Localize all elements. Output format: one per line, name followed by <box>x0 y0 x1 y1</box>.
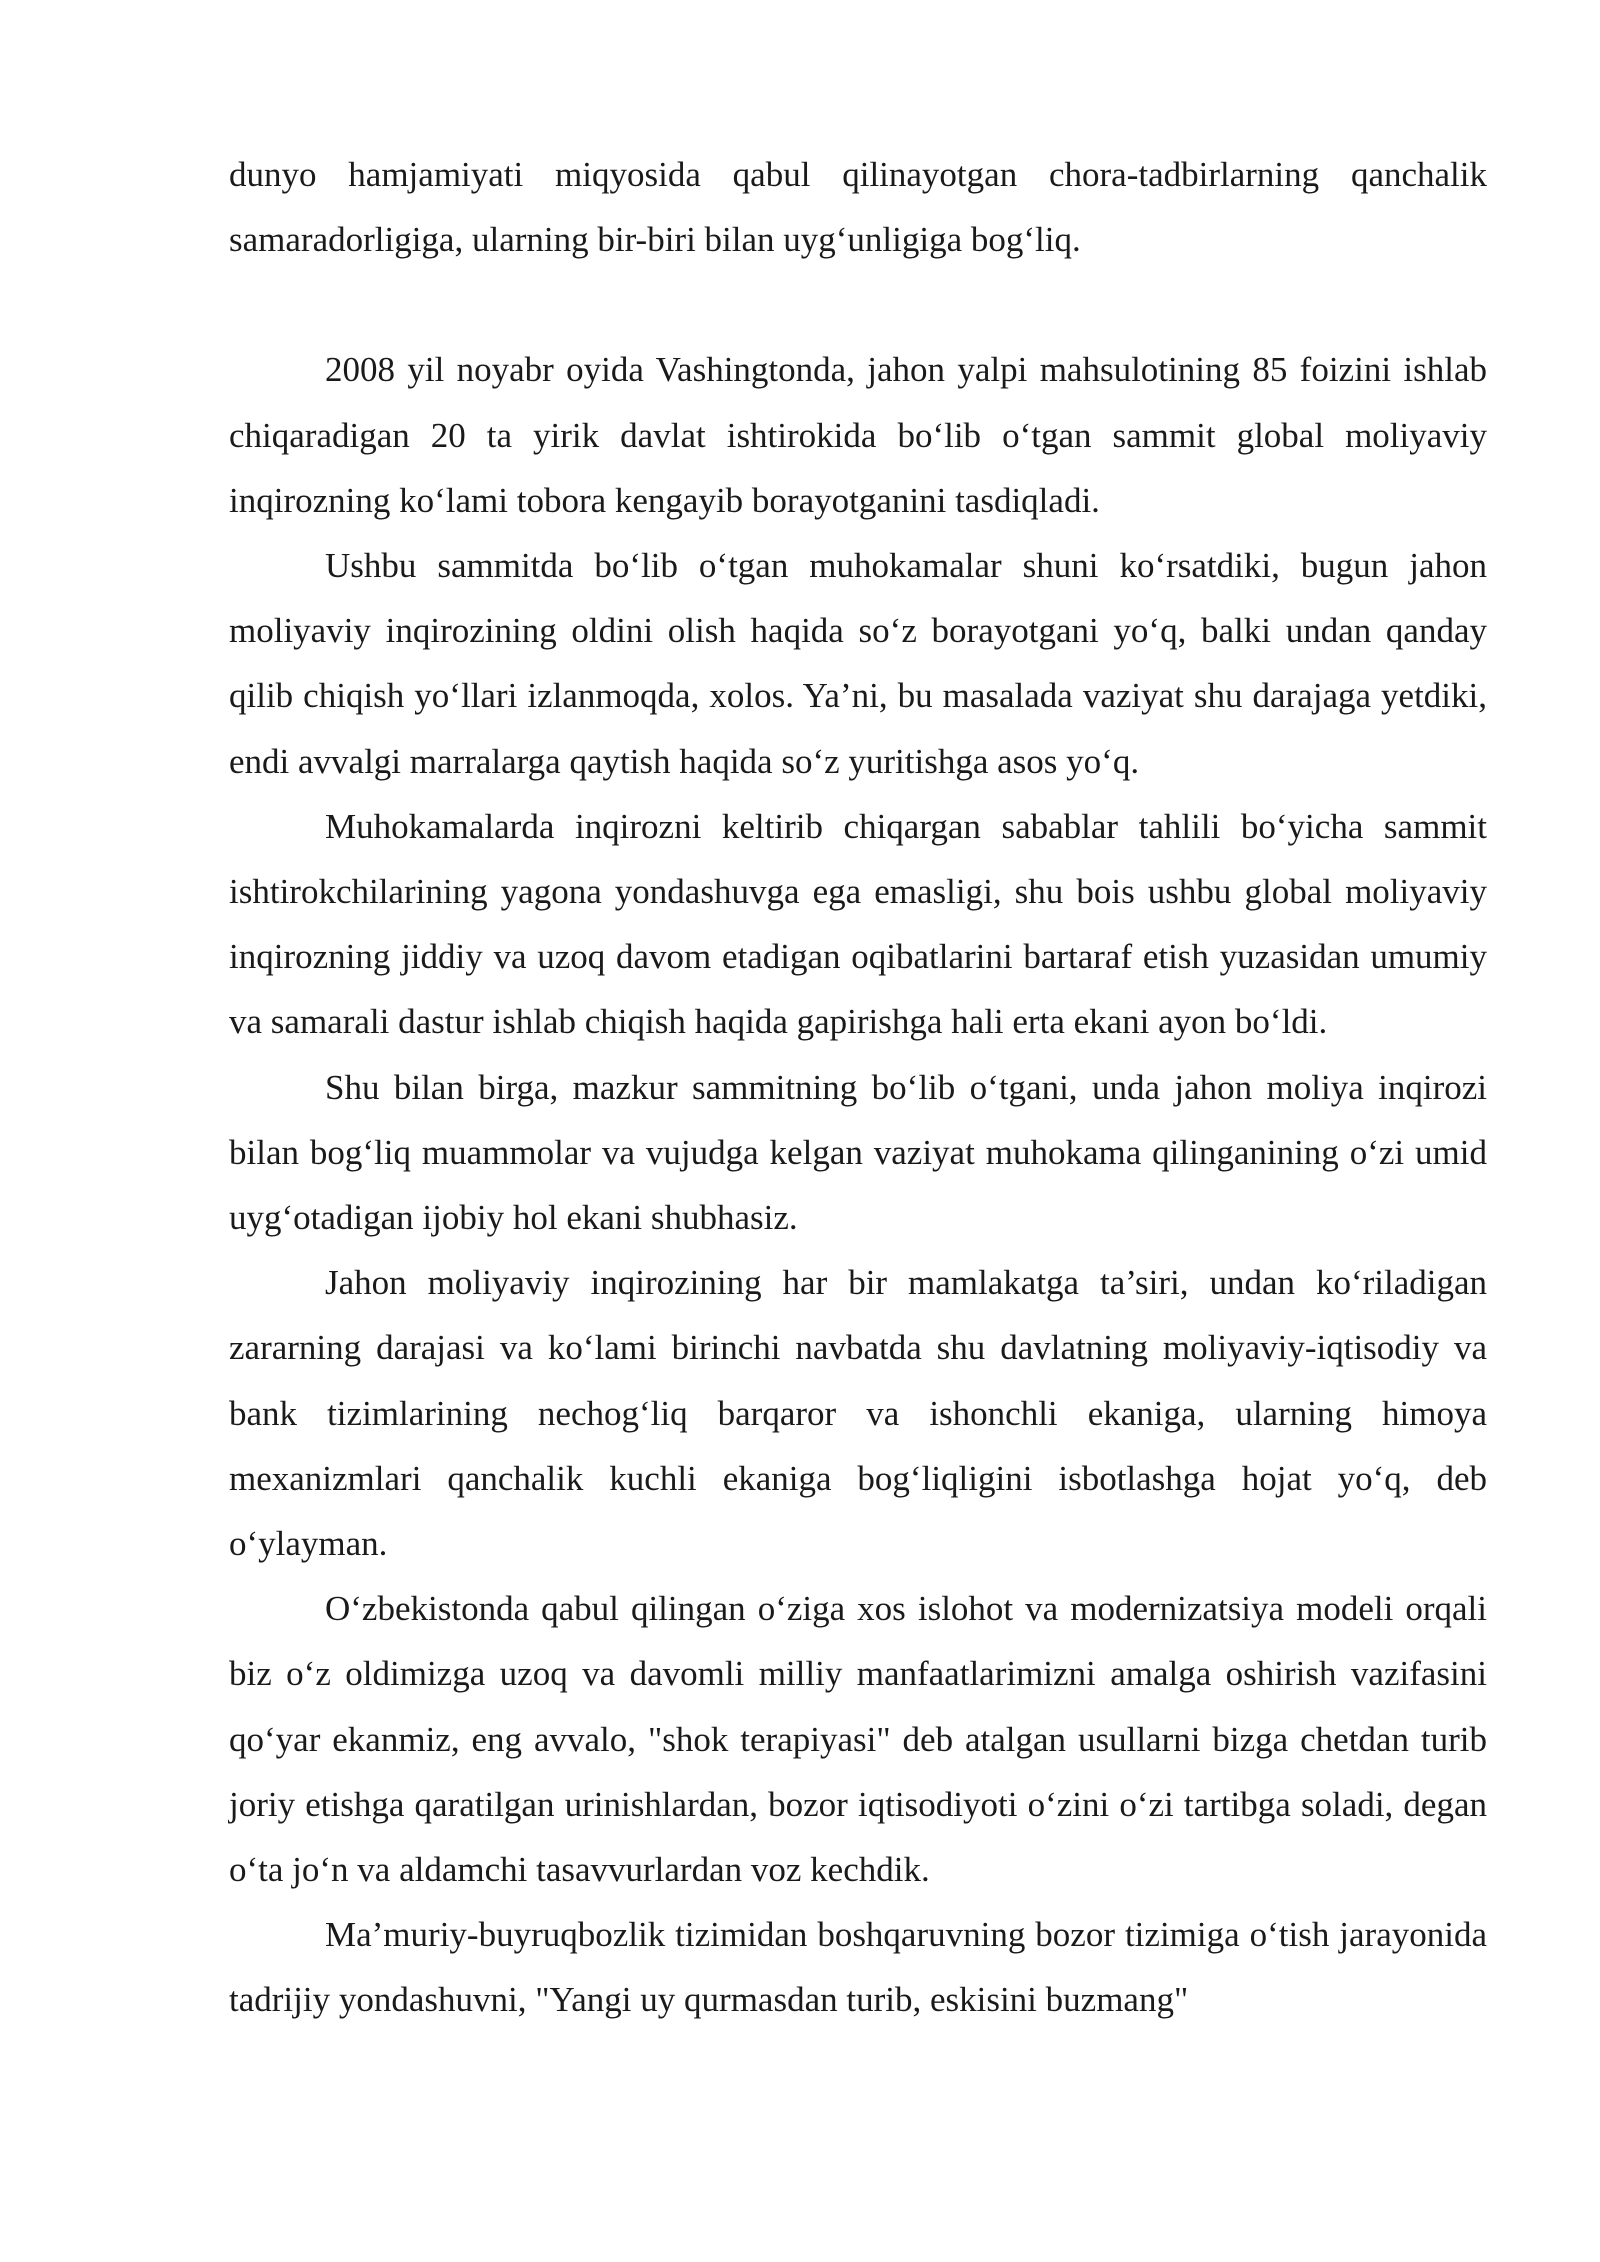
paragraph-crisis-impact: Jahon moliyaviy inqirozining har bir mamlakatga ta’siri, undan ko‘riladigan zararning darajasi va ko‘lami birinchi navbatda shu davlatning moliyaviy-iqtisodiy va bank tizimlarining nechog‘liq barqaror va ishonchli ekaniga, ularning himoya mexanizmlari qanchalik kuchli ekaniga bog‘liqligini isbotlashga hojat yo‘q, deb o‘ylayman. <box>229 1263 1487 1564</box>
paragraph-summit-significance: Shu bilan birga, mazkur sammitning bo‘lib o‘tgani, unda jahon moliya inqirozi bilan bog‘liq muammolar va vujudga kelgan vaziyat muhokama qilinganining o‘zi umid uyg‘otadigan ijobiy hol ekani shubhasiz. <box>229 1067 1487 1238</box>
paragraph-crisis-causes: Muhokamalarda inqirozni keltirib chiqargan sabablar tahlili bo‘yicha sammit ishtirokchilarining yagona yondashuvga ega emasligi, shu bois ushbu global moliyaviy inqirozning jiddiy va uzoq davom etadigan oqibatlarini bartaraf etish yuzasidan umumiy va samarali dastur ishlab chiqish haqida gapirishga hali erta ekani ayon bo‘ldi. <box>229 806 1487 1042</box>
paragraph-uzbekistan-model: O‘zbekistonda qabul qilingan o‘ziga xos islohot va modernizatsiya modeli orqali biz o‘z oldimizga uzoq va davomli milliy manfaatlarimizni amalga oshirish vazifasini qo‘yar ekanmiz, eng avvalo, "shok terapiyasi" deb atalgan usullarni bizga chetdan turib joriy etishga qaratilgan urinishlardan, bozor iqtisodiyoti o‘zini o‘zi tartibga soladi, degan o‘ta jo‘n va aldamchi tasavvurlardan voz kechdik. <box>229 1589 1487 1890</box>
paragraph-washington-summit: 2008 yil noyabr oyida Vashingtonda, jahon yalpi mahsulotining 85 foizini ishlab chiqaradigan 20 ta yirik davlat ishtirokida bo‘lib o‘tgan sammit global moliyaviy inqirozning ko‘lami tobora kengayib borayotganini tasdiqladi. <box>229 350 1487 520</box>
paragraph-gradual-transition: Ma’muriy-buyruqbozlik tizimidan boshqaruvning bozor tizimiga o‘tish jarayonida tadrijiy yondashuvni, "Yangi uy qurmasdan turib, eskisini buzmang" <box>229 1915 1487 2020</box>
paragraph-continuation: dunyo hamjamiyati miqyosida qabul qilinayotgan chora-tadbirlarning qanchalik samaradorligiga, ularning bir-biri bilan uyg‘unligiga bog‘liq. <box>229 155 1487 260</box>
document-body <box>229 142 1487 2033</box>
paragraph-summit-discussions: Ushbu sammitda bo‘lib o‘tgan muhokamalar shuni ko‘rsatdiki, bugun jahon moliyaviy inqirozining oldini olish haqida so‘z borayotgani yo‘q, balki undan qanday qilib chiqish yo‘llari izlanmoqda, xolos. Ya’ni, bu masalada vaziyat shu darajaga yetdiki, endi avvalgi marralarga qaytish haqida so‘z yuritishga asos yo‘q. <box>229 546 1487 781</box>
